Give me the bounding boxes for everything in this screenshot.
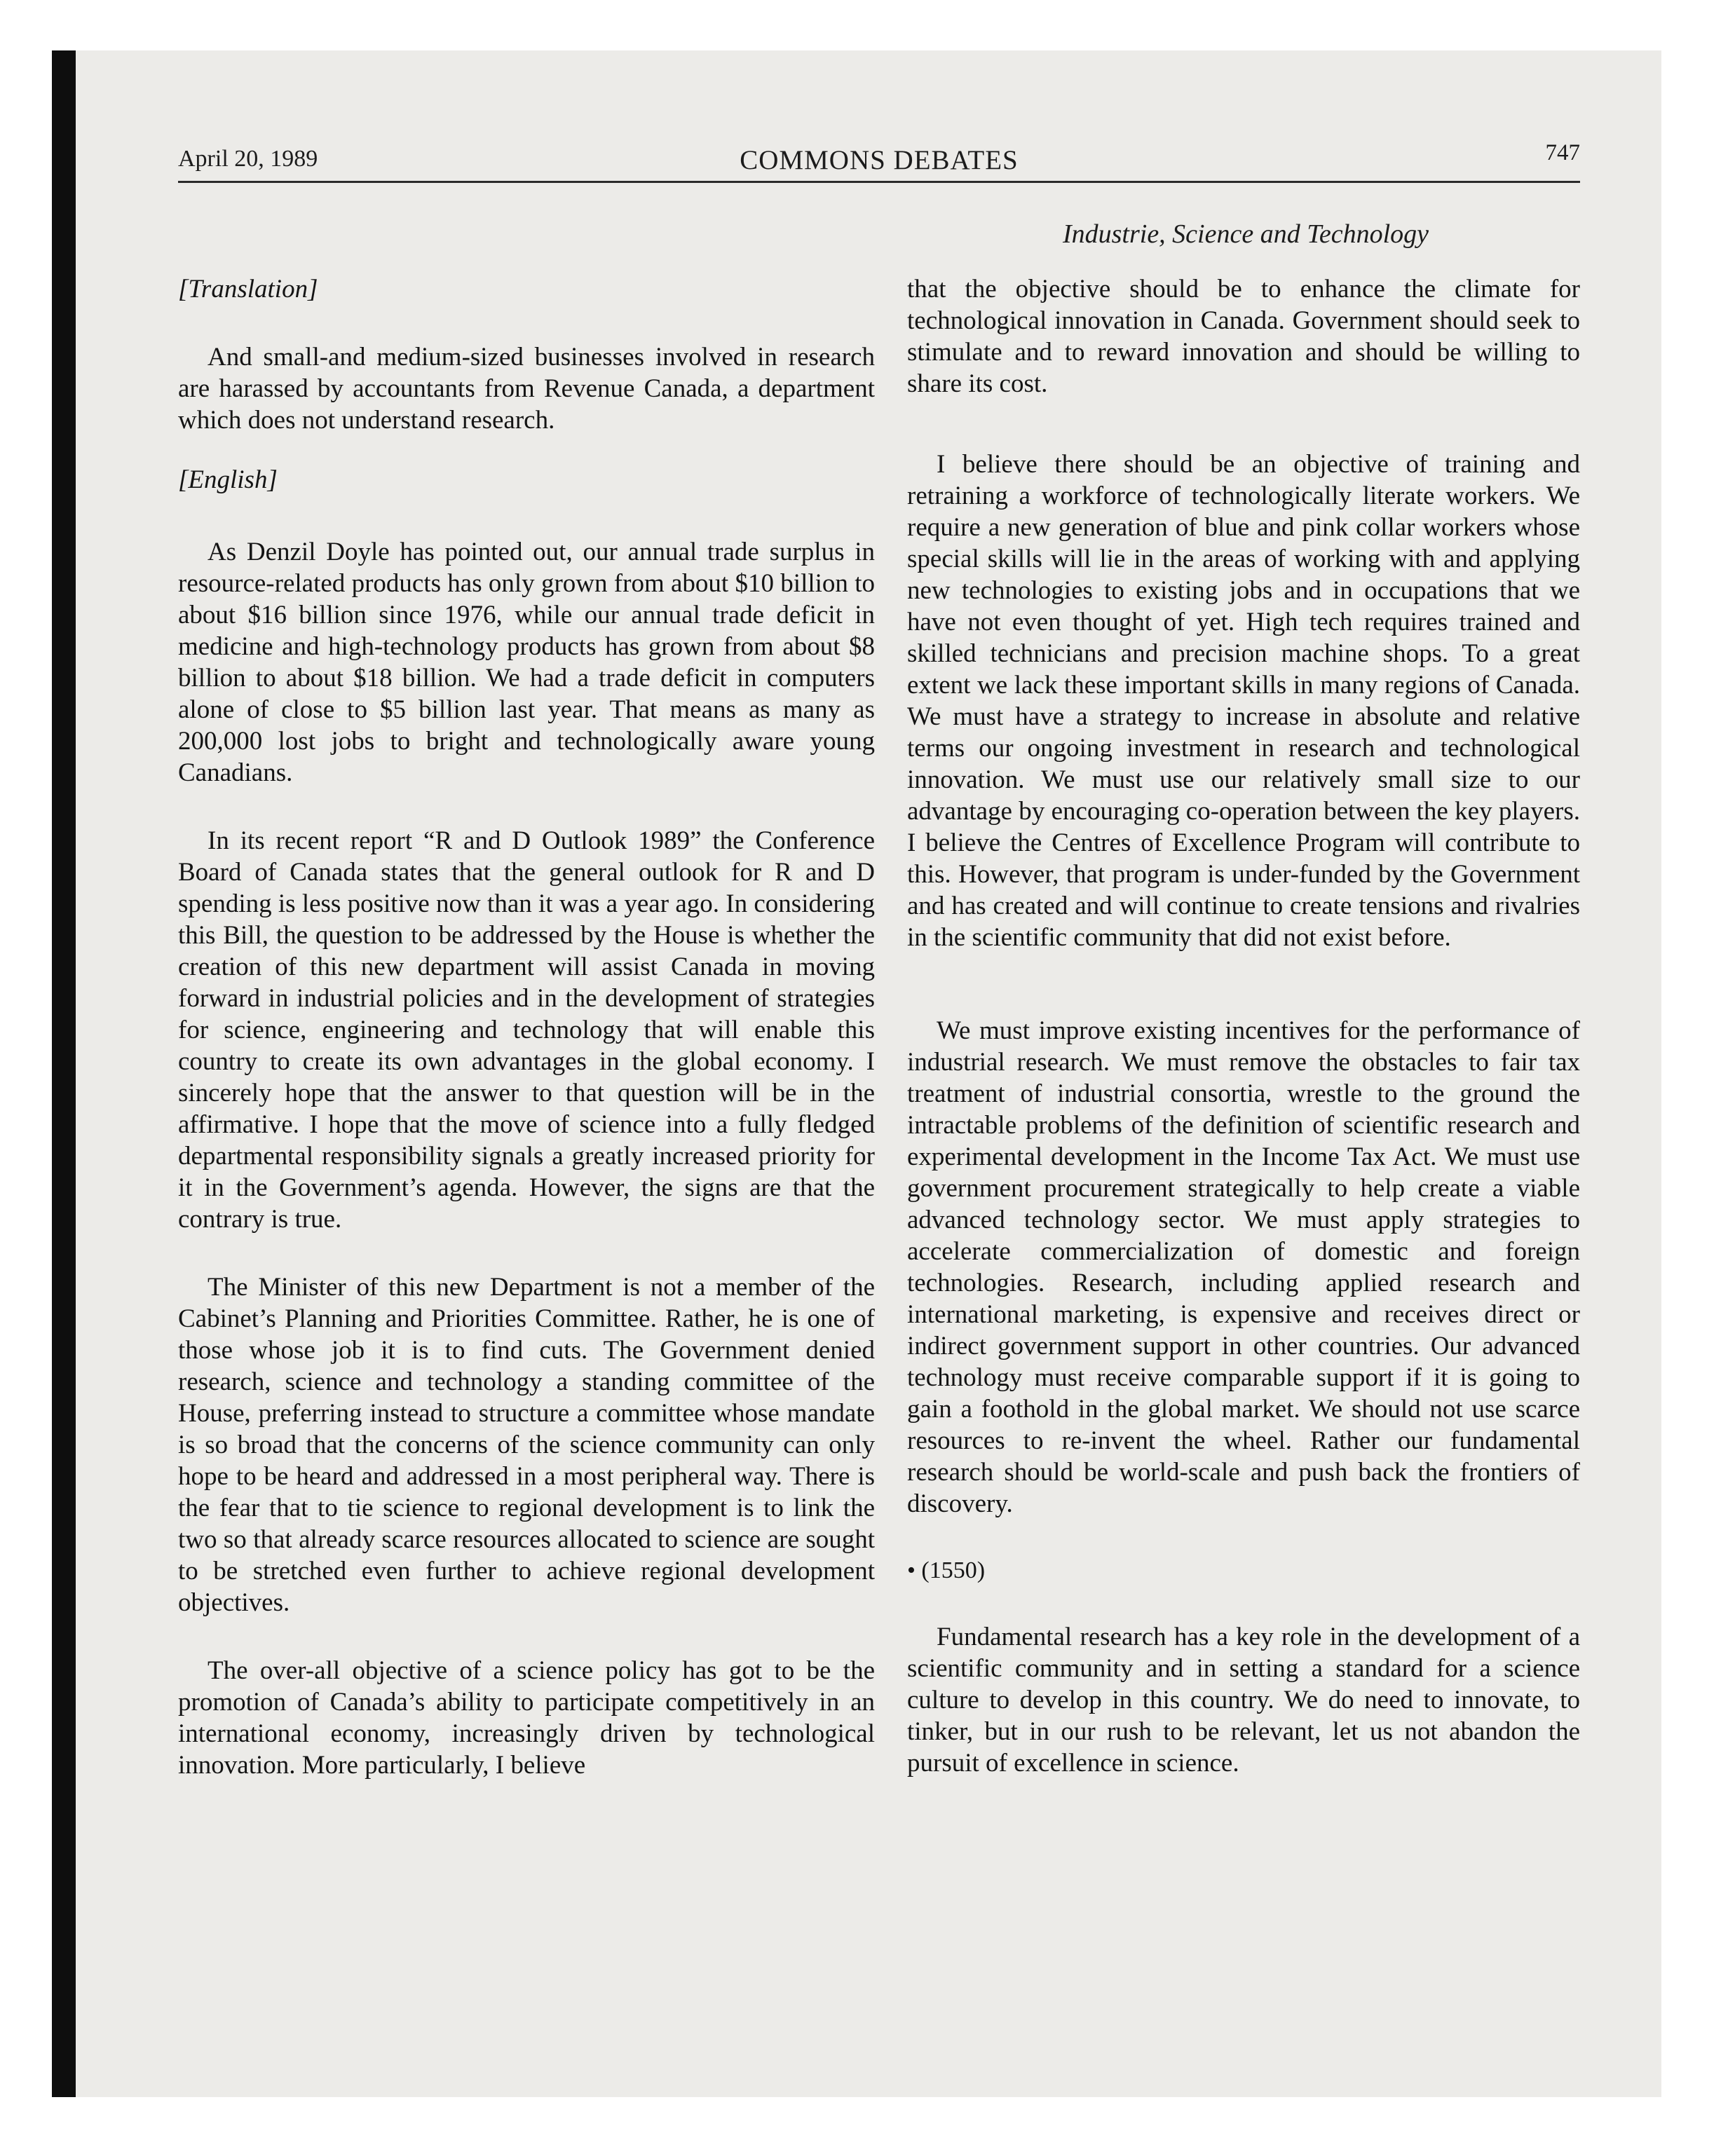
translation-tag: [Translation] (178, 275, 318, 303)
right-column (907, 273, 1580, 1779)
paragraph: And small-and medium-sized businesses involved in research are harassed by accountants from Revenue Canada, a department which does not understand research. (178, 343, 875, 435)
paragraph: The over-all objective of a science policy has got to be the promotion of Canada’s ability to participate competitively in an international economy, increasingly driven by technological innovation. More particularly, I believe (178, 1656, 875, 1780)
english-tag: [English] (178, 465, 278, 494)
page-number: 747 (1545, 140, 1580, 165)
paragraph: We must improve existing incentives for the performance of industrial research. We must remove the obstacles to fair tax treatment of industrial consortia, wrestle to the ground the intractable problems of the definition of scientific research and experimental development in the Income Tax Act. We must use government procurement strategically to help create a viable advanced technology sector. We must apply strategies to accelerate commercialization of domestic and foreign technologies. Research, including applied research and international marketing, is expensive and receives direct or indirect government support in other countries. Our advanced technology must receive comparable support if it is going to gain a foothold in the global market. We should not use scarce resources to re-invent the wheel. Rather our fundamental research should be world-scale and push back the frontiers of discovery. (907, 1016, 1580, 1518)
paragraph: As Denzil Doyle has pointed out, our annual trade surplus in resource-related products has only grown from about $10 billion to about $16 billion since 1976, while our annual trade deficit in medicine and high-technology products has grown from about $8 billion to about $18 billion. We had a trade deficit in computers alone of close to $5 billion last year. That means as many as 200,000 lost jobs to bright and technologically aware young Canadians. (178, 538, 875, 787)
header-date: April 20, 1989 (178, 146, 318, 172)
paragraph: I believe there should be an objective of training and retraining a workforce of technologically literate workers. We require a new generation of blue and pink collar workers whose special skills will lie in the areas of working with and applying new technologies to existing jobs and in occupations that we have not even thought of yet. High tech requires trained and skilled technicians and precision machine shops. To a great extent we lack these important skills in many regions of Canada. We must have a strategy to increase in absolute and relative terms our ongoing investment in research and technological innovation. We must use our relatively small size to our advantage by encouraging co-operation between the key players. I believe the Centres of Excellence Program will contribute to this. However, that program is under-funded by the Government and has created and will continue to create tensions and rivalries in the scientific community that did not exist before. (907, 450, 1580, 952)
left-column (178, 273, 875, 1781)
section-heading: Industrie, Science and Technology (1062, 219, 1429, 249)
header-title: COMMONS DEBATES (740, 145, 1019, 175)
running-header (178, 140, 1580, 182)
paragraph-continued: that the objective should be to enhance the climate for technological innovation in Canada. Government should seek to stimulate and to reward innovation and should be willing to share its cost. (907, 275, 1580, 398)
paragraph: In its recent report “R and D Outlook 1989” the Conference Board of Canada states that the general outlook for R and D spending is less positive now than it was a year ago. In considering this Bill, the question to be addressed by the House is whether the creation of this new department will assist Canada in moving forward in industrial policies and in the development of strategies for science, engineering and technology that will enable this country to create its own advantages in the global economy. I sincerely hope that the answer to that question will be in the affirmative. I hope that the move of science into a fully fledged departmental responsibility signals a greatly increased priority for it in the Government’s agenda. However, the signs are that the contrary is true. (178, 826, 875, 1234)
header-rule (178, 181, 1580, 183)
binding-edge (52, 50, 76, 2097)
paragraph: Fundamental research has a key role in the development of a scientific community and in setting a standard for a science culture to develop in this country. We do need to innovate, to tinker, but in our rush to be relevant, let us not abandon the pursuit of excellence in science. (907, 1623, 1580, 1778)
paragraph: The Minister of this new Department is not a member of the Cabinet’s Planning and Priorities Committee. Rather, he is one of those whose job it is to find cuts. The Government denied research, science and technology a standing committee of the House, preferring instead to structure a committee whose mandate is so broad that the concerns of the science community can only hope to be heard and addressed in a most peripheral way. There is the fear that to tie science to regional development is to link the two so that already scarce resources allocated to science are sought to be stretched even further to achieve regional development objectives. (178, 1273, 875, 1617)
time-stamp: • (1550) (907, 1557, 986, 1583)
